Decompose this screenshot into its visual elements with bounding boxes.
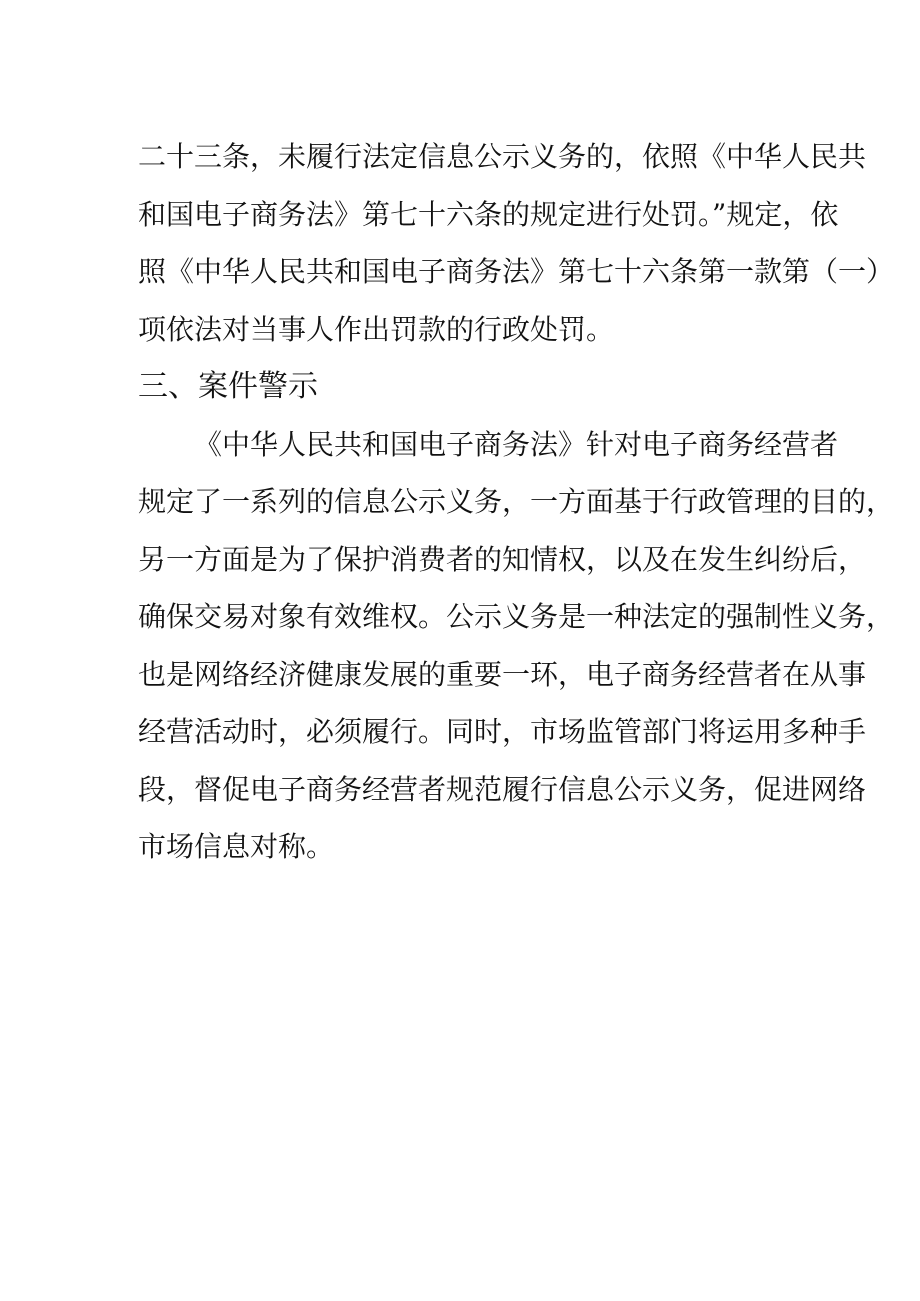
- document-body: [138, 128, 895, 876]
- section-heading: 三、案件警示: [138, 369, 318, 404]
- paragraph-line: 二十三条，未履行法定信息公示义务的，依照《中华人民共: [138, 140, 867, 173]
- paragraph-line: 经营活动时，必须履行。同时，市场监管部门将运用多种手: [138, 715, 867, 748]
- penalty-paragraph: [138, 128, 895, 358]
- paragraph-line: 确保交易对象有效维权。公示义务是一种法定的强制性义务，: [138, 600, 895, 633]
- paragraph-line: 也是网络经济健康发展的重要一环，电子商务经营者在从事: [138, 657, 867, 691]
- paragraph-line: 市场信息对称。: [138, 830, 335, 863]
- paragraph-line: 和国电子商务法》第七十六条的规定进行处罚。”规定，依: [138, 197, 839, 231]
- paragraph-line: 规定了一系列的信息公示义务，一方面基于行政管理的目的，: [138, 485, 895, 518]
- paragraph-line: 项依法对当事人作出罚款的行政处罚。: [138, 312, 615, 346]
- paragraph-line: 另一方面是为了保护消费者的知情权，以及在发生纠纷后，: [138, 542, 867, 576]
- paragraph-line: 段，督促电子商务经营者规范履行信息公示义务，促进网络: [138, 772, 867, 806]
- paragraph-line: 《中华人民共和国电子商务法》针对电子商务经营者: [194, 427, 839, 461]
- paragraph-line: 照《中华人民共和国电子商务法》第七十六条第一款第（一）: [138, 255, 895, 288]
- warning-paragraph: [138, 416, 895, 876]
